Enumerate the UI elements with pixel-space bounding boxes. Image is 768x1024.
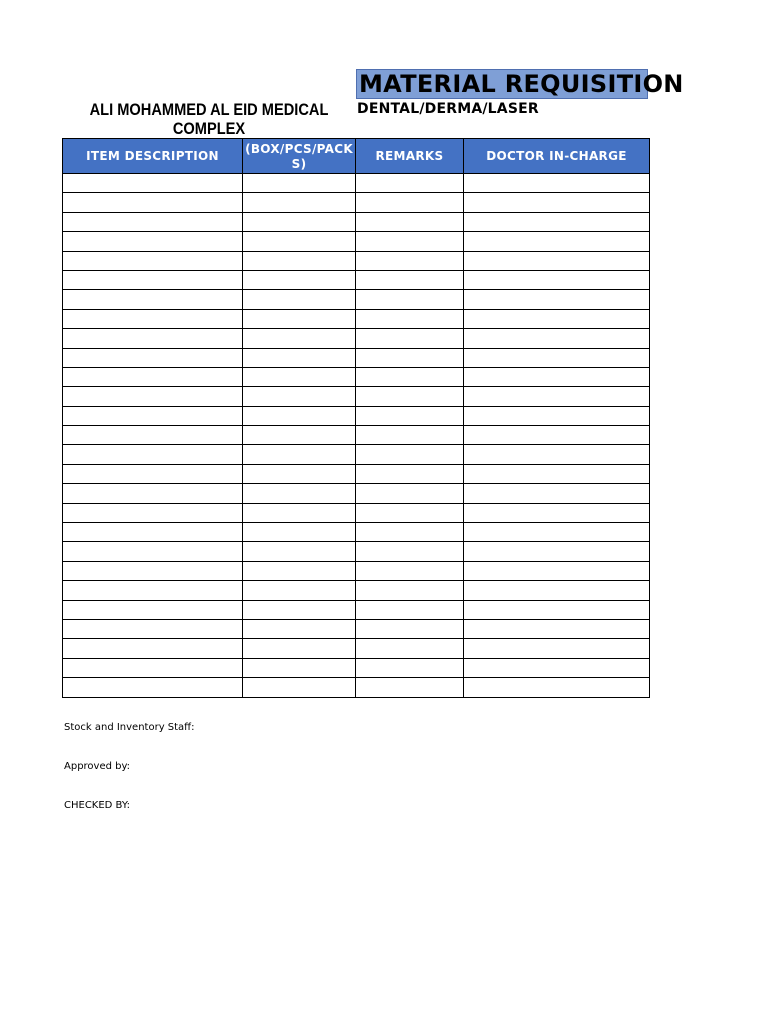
table-cell-item-description[interactable]	[63, 503, 243, 522]
table-cell-remarks[interactable]	[356, 290, 464, 309]
table-cell-remarks[interactable]	[356, 484, 464, 503]
table-cell-remarks[interactable]	[356, 581, 464, 600]
table-cell-remarks[interactable]	[356, 639, 464, 658]
column-header-unit: (BOX/PCS/PACKS)	[243, 139, 356, 174]
department-name: DENTAL/DERMA/LASER	[357, 101, 539, 117]
table-cell-item-description[interactable]	[63, 212, 243, 231]
table-cell-doctor-in-charge[interactable]	[464, 174, 650, 193]
table-cell-doctor-in-charge[interactable]	[464, 445, 650, 464]
document-title-box	[356, 69, 684, 99]
table-cell-remarks[interactable]	[356, 445, 464, 464]
table-cell-doctor-in-charge[interactable]	[464, 329, 650, 348]
column-header-remarks: REMARKS	[356, 139, 464, 174]
table-cell-doctor-in-charge[interactable]	[464, 290, 650, 309]
table-row	[63, 406, 650, 425]
table-row	[63, 232, 650, 251]
table-cell-unit[interactable]	[243, 619, 356, 638]
table-cell-doctor-in-charge[interactable]	[464, 542, 650, 561]
company-name: ALI MOHAMMED AL EID MEDICAL COMPLEX	[89, 100, 329, 138]
table-cell-doctor-in-charge[interactable]	[464, 426, 650, 445]
table-cell-remarks[interactable]	[356, 542, 464, 561]
table-cell-item-description[interactable]	[63, 445, 243, 464]
table-cell-doctor-in-charge[interactable]	[464, 309, 650, 328]
table-cell-doctor-in-charge[interactable]	[464, 503, 650, 522]
table-row	[63, 193, 650, 212]
column-header-doctor-in-charge: DOCTOR IN-CHARGE	[464, 139, 650, 174]
table-cell-remarks[interactable]	[356, 464, 464, 483]
table-cell-item-description[interactable]	[63, 639, 243, 658]
table-row	[63, 523, 650, 542]
table-cell-item-description[interactable]	[63, 329, 243, 348]
table-cell-remarks[interactable]	[356, 232, 464, 251]
table-row	[63, 542, 650, 561]
table-cell-unit[interactable]	[243, 232, 356, 251]
table-cell-doctor-in-charge[interactable]	[464, 348, 650, 367]
table-cell-item-description[interactable]	[63, 600, 243, 619]
table-cell-doctor-in-charge[interactable]	[464, 232, 650, 251]
table-cell-unit[interactable]	[243, 581, 356, 600]
table-cell-item-description[interactable]	[63, 464, 243, 483]
table-row	[63, 309, 650, 328]
table-cell-doctor-in-charge[interactable]	[464, 581, 650, 600]
table-cell-unit[interactable]	[243, 464, 356, 483]
table-row	[63, 484, 650, 503]
table-cell-doctor-in-charge[interactable]	[464, 193, 650, 212]
table-cell-remarks[interactable]	[356, 600, 464, 619]
table-cell-item-description[interactable]	[63, 658, 243, 677]
table-row	[63, 348, 650, 367]
table-cell-doctor-in-charge[interactable]	[464, 270, 650, 289]
table-row	[63, 619, 650, 638]
table-cell-remarks[interactable]	[356, 619, 464, 638]
table-cell-remarks[interactable]	[356, 678, 464, 697]
table-row	[63, 581, 650, 600]
table-cell-unit[interactable]	[243, 309, 356, 328]
table-cell-item-description[interactable]	[63, 270, 243, 289]
document-title: MATERIAL REQUISITION	[359, 70, 684, 98]
table-cell-doctor-in-charge[interactable]	[464, 367, 650, 386]
table-cell-item-description[interactable]	[63, 406, 243, 425]
table-cell-item-description[interactable]	[63, 619, 243, 638]
table-cell-unit[interactable]	[243, 212, 356, 231]
table-row	[63, 329, 650, 348]
table-cell-remarks[interactable]	[356, 387, 464, 406]
table-row	[63, 503, 650, 522]
stock-inventory-staff-label: Stock and Inventory Staff:	[64, 722, 195, 733]
table-cell-remarks[interactable]	[356, 174, 464, 193]
table-cell-item-description[interactable]	[63, 523, 243, 542]
table-cell-item-description[interactable]	[63, 387, 243, 406]
table-cell-unit[interactable]	[243, 329, 356, 348]
table-row	[63, 464, 650, 483]
table-cell-remarks[interactable]	[356, 561, 464, 580]
table-row	[63, 270, 650, 289]
table-row	[63, 426, 650, 445]
table-cell-unit[interactable]	[243, 639, 356, 658]
table-cell-remarks[interactable]	[356, 212, 464, 231]
table-row	[63, 251, 650, 270]
table-cell-item-description[interactable]	[63, 367, 243, 386]
table-cell-item-description[interactable]	[63, 174, 243, 193]
table-cell-unit[interactable]	[243, 542, 356, 561]
table-row	[63, 600, 650, 619]
table-cell-remarks[interactable]	[356, 193, 464, 212]
table-row	[63, 561, 650, 580]
table-cell-doctor-in-charge[interactable]	[464, 678, 650, 697]
table-cell-unit[interactable]	[243, 426, 356, 445]
checked-by-label: CHECKED BY:	[64, 800, 131, 811]
table-cell-item-description[interactable]	[63, 193, 243, 212]
table-cell-unit[interactable]	[243, 387, 356, 406]
table-cell-item-description[interactable]	[63, 348, 243, 367]
table-row	[63, 387, 650, 406]
table-cell-item-description[interactable]	[63, 309, 243, 328]
table-cell-remarks[interactable]	[356, 426, 464, 445]
approved-by-label: Approved by:	[64, 761, 131, 772]
table-row	[63, 445, 650, 464]
column-header-item-description: ITEM DESCRIPTION	[63, 139, 243, 174]
table-cell-remarks[interactable]	[356, 348, 464, 367]
table-cell-unit[interactable]	[243, 348, 356, 367]
table-cell-unit[interactable]	[243, 251, 356, 270]
table-body	[63, 174, 650, 698]
table-cell-unit[interactable]	[243, 523, 356, 542]
table-cell-item-description[interactable]	[63, 678, 243, 697]
table-cell-doctor-in-charge[interactable]	[464, 484, 650, 503]
table-cell-doctor-in-charge[interactable]	[464, 464, 650, 483]
table-cell-unit[interactable]	[243, 270, 356, 289]
table-cell-item-description[interactable]	[63, 581, 243, 600]
table-cell-doctor-in-charge[interactable]	[464, 619, 650, 638]
table-cell-remarks[interactable]	[356, 270, 464, 289]
table-cell-unit[interactable]	[243, 193, 356, 212]
table-cell-doctor-in-charge[interactable]	[464, 561, 650, 580]
table-cell-unit[interactable]	[243, 174, 356, 193]
table-cell-doctor-in-charge[interactable]	[464, 658, 650, 677]
table-cell-doctor-in-charge[interactable]	[464, 387, 650, 406]
requisition-table	[62, 138, 650, 698]
table-cell-remarks[interactable]	[356, 251, 464, 270]
table-row	[63, 290, 650, 309]
table-row	[63, 212, 650, 231]
table-cell-doctor-in-charge[interactable]	[464, 600, 650, 619]
table-cell-unit[interactable]	[243, 367, 356, 386]
table-cell-doctor-in-charge[interactable]	[464, 406, 650, 425]
table-cell-unit[interactable]	[243, 484, 356, 503]
table-cell-remarks[interactable]	[356, 658, 464, 677]
table-cell-remarks[interactable]	[356, 309, 464, 328]
table-row	[63, 678, 650, 697]
table-cell-remarks[interactable]	[356, 406, 464, 425]
table-cell-unit[interactable]	[243, 678, 356, 697]
table-row	[63, 639, 650, 658]
table-cell-remarks[interactable]	[356, 329, 464, 348]
table-cell-item-description[interactable]	[63, 484, 243, 503]
table-cell-unit[interactable]	[243, 290, 356, 309]
table-cell-item-description[interactable]	[63, 232, 243, 251]
table-cell-item-description[interactable]	[63, 561, 243, 580]
table-cell-unit[interactable]	[243, 445, 356, 464]
table-cell-unit[interactable]	[243, 658, 356, 677]
table-row	[63, 367, 650, 386]
table-cell-item-description[interactable]	[63, 426, 243, 445]
table-cell-unit[interactable]	[243, 406, 356, 425]
table-cell-remarks[interactable]	[356, 523, 464, 542]
table-cell-doctor-in-charge[interactable]	[464, 639, 650, 658]
table-row	[63, 174, 650, 193]
table-cell-doctor-in-charge[interactable]	[464, 212, 650, 231]
table-cell-doctor-in-charge[interactable]	[464, 523, 650, 542]
table-cell-item-description[interactable]	[63, 542, 243, 561]
table-cell-doctor-in-charge[interactable]	[464, 251, 650, 270]
table-cell-item-description[interactable]	[63, 251, 243, 270]
table-cell-unit[interactable]	[243, 600, 356, 619]
table-header-row	[63, 139, 650, 174]
table-cell-unit[interactable]	[243, 561, 356, 580]
table-cell-remarks[interactable]	[356, 503, 464, 522]
table-cell-item-description[interactable]	[63, 290, 243, 309]
table-cell-unit[interactable]	[243, 503, 356, 522]
table-cell-remarks[interactable]	[356, 367, 464, 386]
table-row	[63, 658, 650, 677]
